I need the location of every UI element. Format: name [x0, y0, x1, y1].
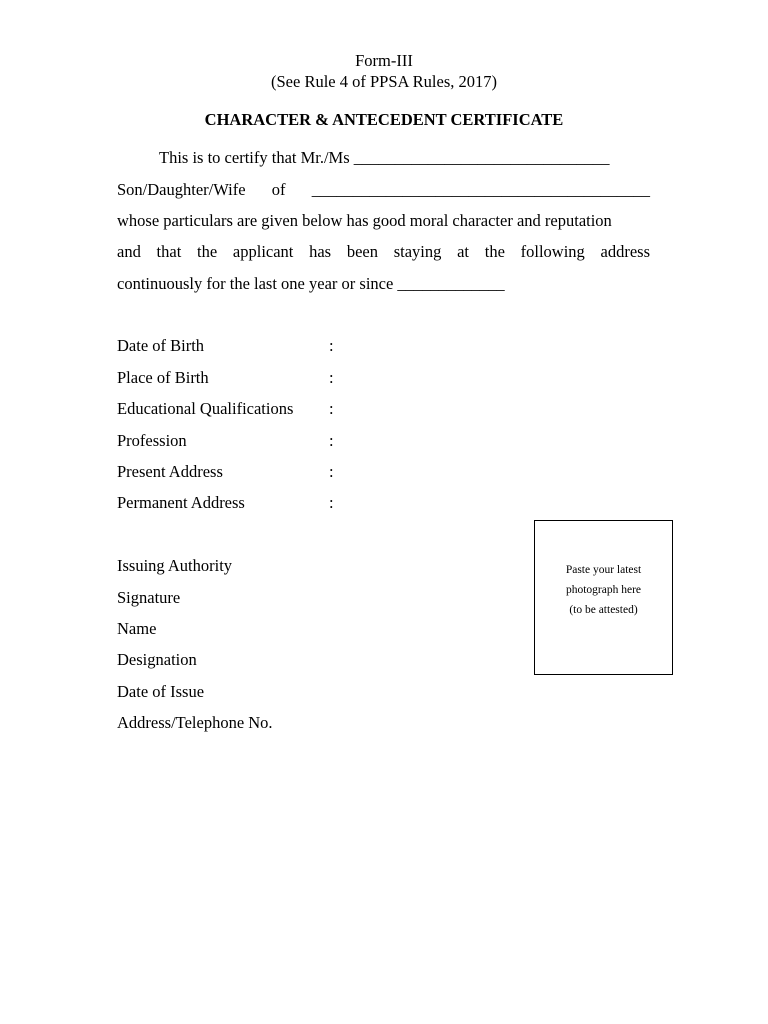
- particular-colon: :: [329, 336, 334, 355]
- photo-box-line: photograph here: [565, 584, 642, 596]
- particular-colon: :: [329, 462, 334, 481]
- staying-word: address: [600, 242, 650, 261]
- staying-word: the: [484, 242, 505, 261]
- issuing-field-label: Signature: [117, 588, 181, 607]
- particular-colon: :: [329, 431, 334, 450]
- issuing-field-label: Date of Issue: [117, 682, 205, 701]
- staying-word: at: [457, 242, 470, 261]
- staying-word: applicant: [232, 242, 294, 261]
- particular-colon: :: [329, 493, 334, 512]
- page-title: CHARACTER & ANTECEDENT CERTIFICATE: [204, 110, 564, 129]
- issuing-field-label: Address/Telephone No.: [117, 713, 273, 732]
- particular-colon: :: [329, 399, 334, 418]
- relation-blank: _________________________________________: [311, 180, 650, 199]
- particular-label: Place of Birth: [117, 368, 209, 387]
- rule-reference: (See Rule 4 of PPSA Rules, 2017): [271, 72, 497, 91]
- photo-box: [534, 520, 673, 675]
- particular-label: Profession: [117, 431, 187, 450]
- particulars-line: whose particulars are given below has good moral character and reputation: [117, 211, 612, 230]
- particular-colon: :: [329, 368, 334, 387]
- staying-word: has: [309, 242, 332, 261]
- staying-word: been: [346, 242, 378, 261]
- relation-of: of: [271, 180, 286, 199]
- particular-label: Educational Qualifications: [117, 399, 294, 418]
- issuing-field-label: Designation: [117, 650, 197, 669]
- form-number: Form-III: [355, 51, 413, 70]
- particular-label: Date of Birth: [117, 336, 205, 355]
- particular-label: Present Address: [117, 462, 223, 481]
- photo-box-line: Paste your latest: [565, 564, 642, 576]
- staying-word: the: [197, 242, 218, 261]
- relation-label: Son/Daughter/Wife: [117, 180, 246, 199]
- photo-box-line: (to be attested): [569, 604, 638, 616]
- staying-word: following: [520, 242, 585, 261]
- staying-word: and: [117, 242, 141, 261]
- continuous-line: continuously for the last one year or since _____________: [117, 274, 505, 293]
- certify-line: This is to certify that Mr./Ms _______________________________: [159, 148, 610, 167]
- staying-word: that: [156, 242, 182, 261]
- issuing-authority-heading: Issuing Authority: [117, 556, 233, 575]
- staying-line: [117, 242, 650, 262]
- particular-label: Permanent Address: [117, 493, 245, 512]
- issuing-field-label: Name: [117, 619, 157, 638]
- relation-line: [117, 180, 650, 200]
- staying-word: staying: [393, 242, 442, 261]
